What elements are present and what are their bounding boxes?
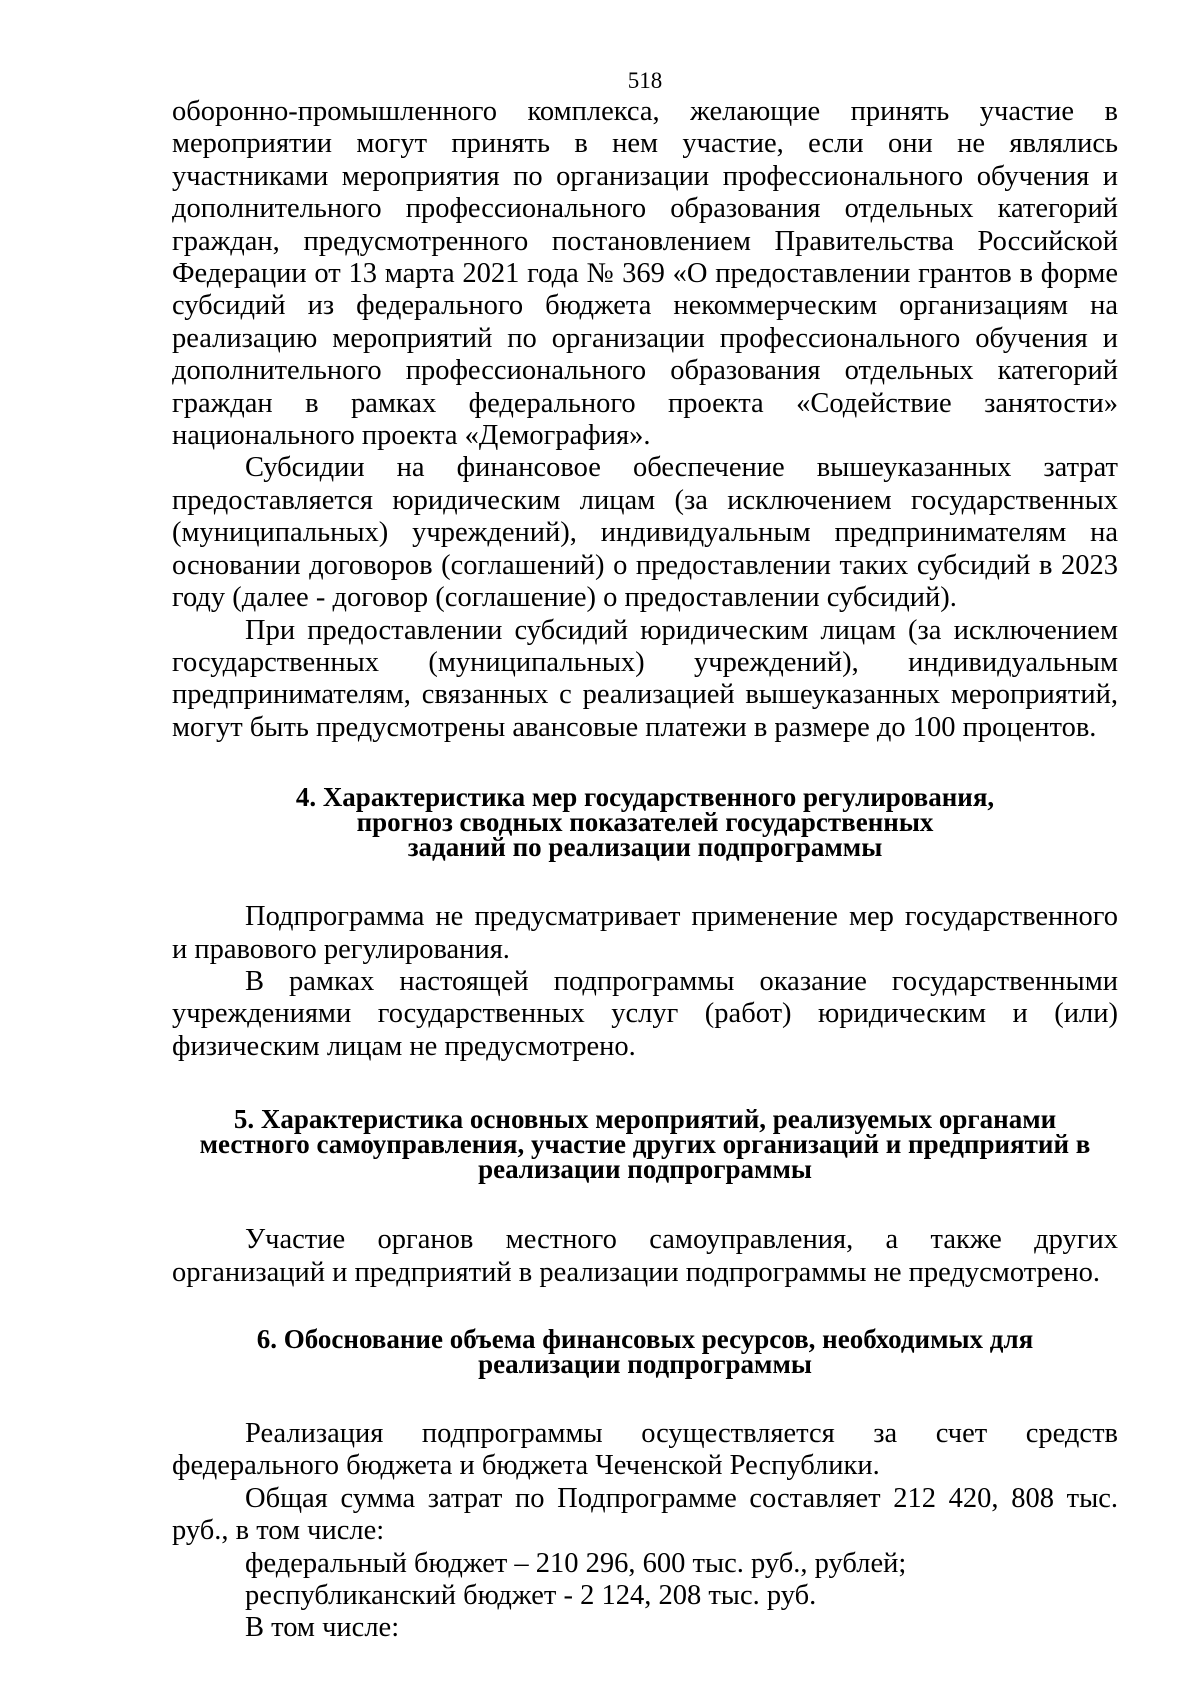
page-number: 518 [627,68,663,93]
intro-paragraph: оборонно-промышленного комплекса, желающие принять участие в мероприятии могут принять в нем участие, если они не являлись участниками мероприятия по организации профессионального обучения и дополнительного профессионального образования отдельных категорий граждан, предусмотренного постановлением Правительства Российской Федерации от 13 марта 2021 года № 369 «О предоставлении грантов в форме субсидий из федерального бюджета некоммерческим организациям на реализацию мероприятий по организации профессионального обучения и дополнительного профессионального образования отдельных категорий граждан в рамках федерального проекта «Содействие занятости» национального проекта «Демография». [172,96,1118,452]
section-6-paragraph: Общая сумма затрат по Подпрограмме составляет 212 420, 808 тыс. руб., в том числе: [172,1482,1118,1547]
section-5-heading-line: реализации подпрограммы [478,1154,812,1185]
section-4-paragraph: В рамках настоящей подпрограммы оказание государственными учреждениями государственных услуг (работ) юридическим и (или) физическим лицам не предусмотрено. [172,965,1118,1062]
section-6-heading-line: 6. Обоснование объема финансовых ресурсов, необходимых для [256,1323,1034,1354]
subsidies-paragraph: Субсидии на финансовое обеспечение вышеуказанных затрат предоставляется юридическим лицам (за исключением государственных (муниципальных) учреждений), индивидуальным предпринимателям на основании договоров (соглашений) о предоставлении таких субсидий в 2023 году (далее - договор (соглашение) о предоставлении субсидий). [172,452,1118,614]
advance-payment-paragraph: При предоставлении субсидий юридическим лицам (за исключением государственных (муниципальных) учреждений), индивидуальным предпринимателям, связанных с реализацией вышеуказанных мероприятий, могут быть предусмотрены авансовые платежи в размере до 100 процентов. [172,614,1118,743]
section-4-heading-line: заданий по реализации подпрограммы [407,832,883,863]
including-line: В том числе: [245,1612,400,1644]
section-6-paragraph: Реализация подпрограммы осуществляется за счет средств федерального бюджета и бюджета Чеченской Республики. [172,1417,1118,1482]
section-6-heading [172,1323,1118,1379]
section-4-paragraph: Подпрограмма не предусматривает применение мер государственного и правового регулирования. [172,901,1118,965]
section-4-heading [172,782,1118,863]
section-5-heading-line: 5. Характеристика основных мероприятий, реализуемых органами [233,1104,1057,1135]
section-5-paragraph: Участие органов местного самоуправления, а также других организаций и предприятий в реализации подпрограммы не предусмотрено. [172,1224,1118,1288]
section-4-heading-line: прогноз сводных показателей государственных [356,807,934,838]
section-6-heading-line: реализации подпрограммы [478,1348,812,1379]
section-5-heading [172,1104,1118,1185]
section-4-heading-line: 4. Характеристика мер государственного регулирования, [295,782,995,813]
document-page [172,66,1118,1645]
federal-budget-line: федеральный бюджет – 210 296, 600 тыс. руб., рублей; [245,1547,907,1579]
republic-budget-line: республиканский бюджет - 2 124, 208 тыс. руб. [245,1580,817,1611]
section-5-heading-line: местного самоуправления, участие других организаций и предприятий в [199,1129,1091,1160]
